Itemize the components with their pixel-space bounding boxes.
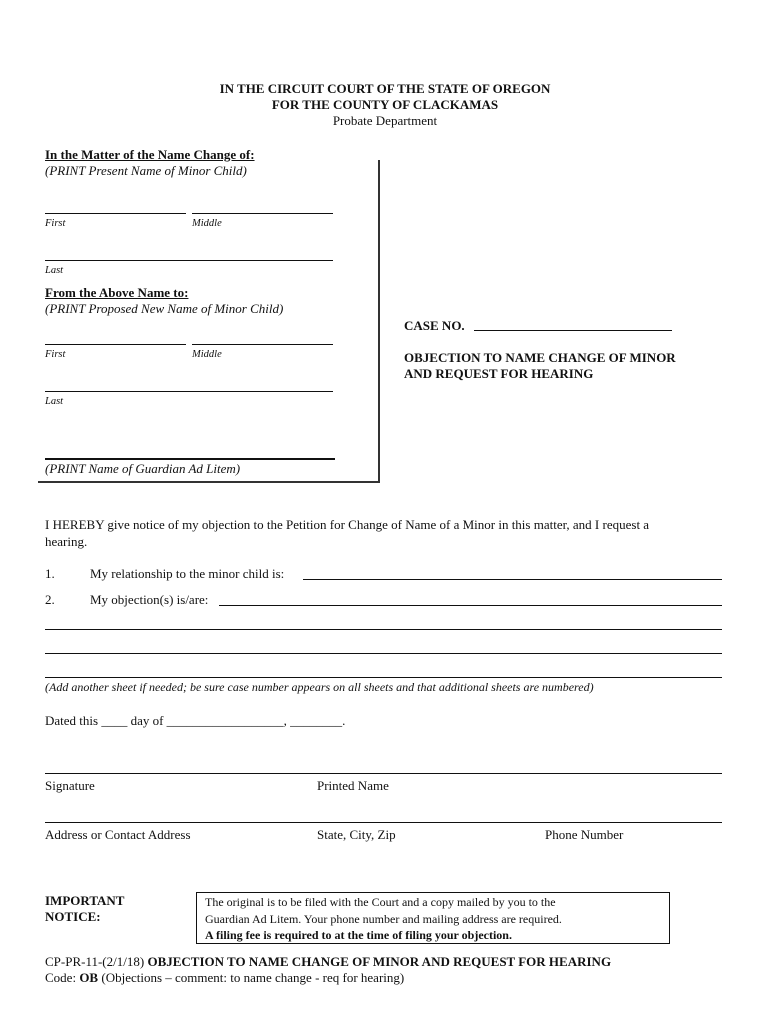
proposed-last-name-field[interactable] xyxy=(45,391,333,392)
printed-name-label: Printed Name xyxy=(317,778,389,793)
notice-text-line2: Guardian Ad Litem. Your phone number and mailing address are required. xyxy=(205,911,562,926)
notice-text-line1: The original is to be filed with the Court and a copy mailed by you to the xyxy=(205,895,556,909)
code-label: Code: xyxy=(45,970,77,985)
objection-field-line1[interactable] xyxy=(219,605,722,606)
relationship-field[interactable] xyxy=(303,579,722,580)
notice-statement: I HEREBY give notice of my objection to the Petition for Change of Name of a Minor in this matter, and I request a xyxy=(45,517,650,532)
signature-field[interactable] xyxy=(45,773,722,774)
proposed-name-hint: (PRINT Proposed New Name of Minor Child) xyxy=(45,301,284,316)
important-notice-box xyxy=(196,892,670,944)
address-label: Address or Contact Address xyxy=(45,827,191,842)
court-title-line2: FOR THE COUNTY OF CLACKAMAS xyxy=(271,97,499,112)
phone-number-label: Phone Number xyxy=(545,827,624,842)
objection-field-line2[interactable] xyxy=(45,629,722,630)
case-no-field[interactable] xyxy=(474,330,672,331)
court-title-line1: IN THE CIRCUIT COURT OF THE STATE OF OREGON xyxy=(219,81,551,96)
document-title-line2: AND REQUEST FOR HEARING xyxy=(404,366,594,381)
present-last-label: Last xyxy=(45,265,64,276)
present-first-label: First xyxy=(45,218,66,229)
item1-number: 1. xyxy=(45,566,55,581)
additional-sheet-note: (Add another sheet if needed; be sure case number appears on all sheets and that additional sheets are numbered) xyxy=(45,680,594,694)
item2-number: 2. xyxy=(45,592,55,607)
proposed-first-name-field[interactable] xyxy=(45,344,186,345)
present-name-hint: (PRINT Present Name of Minor Child) xyxy=(45,163,247,178)
dated-line[interactable]: Dated this ____ day of __________________, ________. xyxy=(45,713,346,728)
form-code: CP-PR-11-(2/1/18) xyxy=(45,954,145,969)
present-name-title: In the Matter of the Name Change of: xyxy=(45,147,255,162)
signature-label: Signature xyxy=(45,778,95,793)
item2-label: My objection(s) is/are: xyxy=(90,592,209,607)
department-label: Probate Department xyxy=(332,113,438,128)
address-field[interactable] xyxy=(45,822,722,823)
guardian-name-label: (PRINT Name of Guardian Ad Litem) xyxy=(45,461,241,476)
objection-field-line4[interactable] xyxy=(45,677,722,678)
case-no-label: CASE NO. xyxy=(404,318,465,333)
state-city-zip-label: State, City, Zip xyxy=(317,827,396,842)
item1-label: My relationship to the minor child is: xyxy=(90,566,285,581)
objection-field-line3[interactable] xyxy=(45,653,722,654)
code-value: OB xyxy=(79,970,99,985)
footer-form-line xyxy=(45,954,611,970)
notice-statement-cont: hearing. xyxy=(45,534,88,549)
important-label: IMPORTANT xyxy=(45,893,125,908)
proposed-first-label: First xyxy=(45,349,66,360)
form-title: OBJECTION TO NAME CHANGE OF MINOR AND REQUEST FOR HEARING xyxy=(147,954,612,969)
proposed-middle-name-field[interactable] xyxy=(192,344,333,345)
proposed-last-label: Last xyxy=(45,396,64,407)
present-middle-name-field[interactable] xyxy=(192,213,333,214)
footer-code-line xyxy=(45,970,404,986)
code-description: (Objections – comment: to name change - req for hearing) xyxy=(101,970,405,985)
notice-text-line3: A filing fee is required to at the time of filing your objection. xyxy=(205,928,512,942)
present-middle-label: Middle xyxy=(192,218,222,229)
proposed-middle-label: Middle xyxy=(192,349,222,360)
guardian-name-field[interactable] xyxy=(45,458,335,460)
proposed-name-title: From the Above Name to: xyxy=(45,285,189,300)
present-last-name-field[interactable] xyxy=(45,260,333,261)
caption-box xyxy=(38,160,380,483)
document-title-line1: OBJECTION TO NAME CHANGE OF MINOR xyxy=(404,350,676,365)
notice-label: NOTICE: xyxy=(45,909,101,924)
present-first-name-field[interactable] xyxy=(45,213,186,214)
